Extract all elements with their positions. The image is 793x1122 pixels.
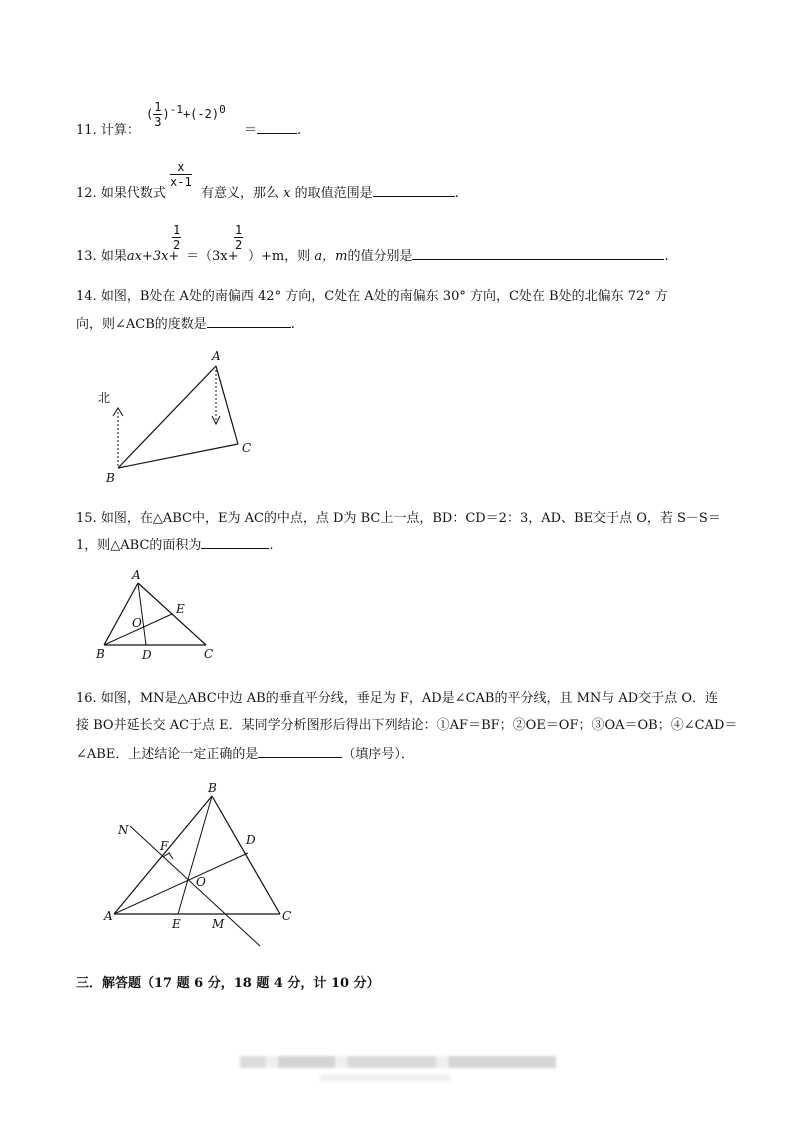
footer-watermark-line-2 [320,1075,450,1081]
q15-point-o: O [132,616,142,630]
q15-answer-blank[interactable] [201,536,269,549]
q16-line-3: ∠ABE．上述结论一定正确的是 （填序号）． [76,747,414,762]
q15-point-c: C [204,647,214,661]
q11-label: 11. 计算： [76,123,140,138]
q14-line-1: 14. 如图，B处在 A处的南偏西 42° 方向，C处在 A处的南偏东 30° 方向，C处在 B处的北偏东 72° 方 [76,289,668,304]
q13-expr-2: ＝（3x+ [186,249,239,264]
q13-answer-blank[interactable] [412,247,664,260]
q15-point-d: D [142,648,152,662]
q16-point-d: D [246,833,256,847]
q15-side-ab [104,583,138,645]
q16-line-mn [130,826,260,946]
q16-point-e: E [172,917,181,931]
q12-fraction: $\frac{x}{x-1}$ [170,160,192,189]
q14-side-bc [118,444,238,468]
q14-side-ab [118,366,216,468]
q14-point-b: B [106,471,115,485]
q15-point-e: E [176,602,185,616]
q14-north-label: 北 [98,391,111,405]
q16-point-m: M [212,917,225,931]
q15-segment-ad [138,583,146,645]
q13-text: 13. 如果ax+3x+ [76,249,180,264]
q16-point-c: C [282,909,292,923]
q16-point-o: O [196,875,206,889]
q16-side-ab [114,796,212,914]
q16-point-n: N [118,823,129,837]
q13-fraction-2: $\frac{1}{2}$ [235,223,243,252]
q14-point-c: C [242,441,252,455]
section-3-heading: 三．解答题（17 题 6 分，18 题 4 分，计 10 分） [76,976,380,991]
q14-answer-blank[interactable] [207,315,291,328]
q16-line-1: 16. 如图，MN是△ABC中边 AB的垂直平分线，垂足为 F，AD是∠CAB的平分线，且 MN与 AD交于点 O．连 [76,691,719,706]
q16-line-2: 接 BO并延长交 AC于点 E．某同学分析图形后得出下列结论：①AF＝BF；②OE＝OF；③OA＝OB；④∠CAD＝ [76,718,738,733]
q15-point-a: A [132,568,141,582]
q16-figure [96,780,306,950]
q16-side-bc [212,796,280,914]
q14-figure [90,340,270,490]
q12-text: 12. 如果代数式 [76,186,166,201]
q16-point-f: F [160,839,169,853]
q12-answer-blank[interactable] [373,184,455,197]
q15-line-1: 15. 如图，在△ABC中，E为 AC的中点，点 D为 BC上一点，BD：CD＝2：3，AD、BE交于点 O，若 S－S＝ [76,511,721,526]
q11-expression: ( $\frac{1}{3}$ )$^{-1}+(-2)^0$ [146,100,226,129]
q16-point-b: B [208,781,217,795]
q11-answer-blank[interactable] [257,121,297,134]
q11-answer: ＝ . [244,123,302,138]
q13-text-rest: ）+m，则 a，m的值分别是 . [248,249,669,264]
q15-point-b: B [96,647,105,661]
q12-text-rest: 有意义，那么 x 的取值范围是 . [201,186,459,201]
q16-point-a: A [104,909,113,923]
q14-point-a: A [212,349,221,363]
q16-answer-blank[interactable] [258,745,342,758]
q16-segment-be [178,796,212,914]
q15-line-2: 1，则△ABC的面积为 . [76,538,274,553]
q14-line-2: 向，则∠ACB的度数是 . [76,317,295,332]
q15-figure [90,565,230,665]
q13-fraction-1: $\frac{1}{2}$ [173,223,181,252]
q14-side-ac [216,366,238,444]
footer-watermark [240,1056,556,1068]
